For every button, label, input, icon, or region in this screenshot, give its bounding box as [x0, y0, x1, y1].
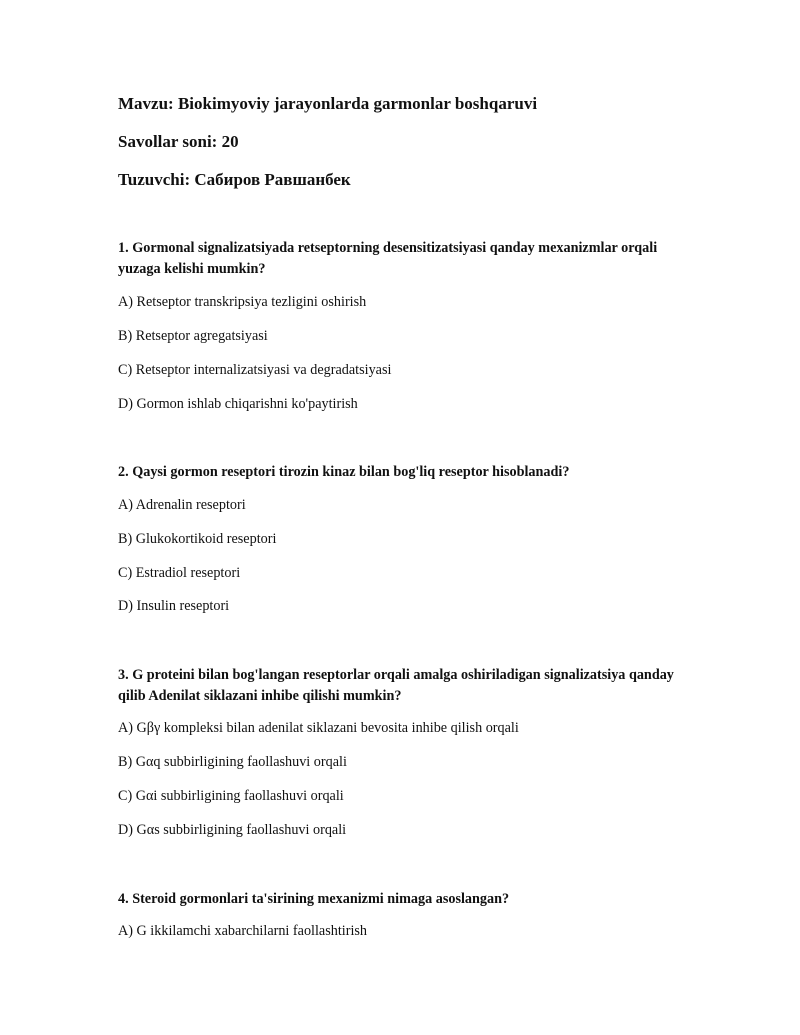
option-b: B) Gαq subbirligining faollashuvi orqali — [118, 754, 347, 770]
option-a: A) Retseptor transkripsiya tezligini oshirish — [118, 294, 367, 310]
author-heading: Tuzuvchi: Сабиров Равшанбек — [118, 170, 351, 189]
question-text: 4. Steroid gormonlari ta'sirining mexanizmi nimaga asoslangan? — [118, 891, 510, 907]
option-d: D) Gormon ishlab chiqarishni ko'paytirish — [118, 396, 358, 412]
option-c: C) Estradiol reseptori — [118, 565, 241, 581]
option-a: A) Gβγ kompleksi bilan adenilat siklazani bevosita inhibe qilish orqali — [118, 720, 519, 736]
topic-heading: Mavzu: Biokimyoviy jarayonlarda garmonlar boshqaruvi — [118, 94, 538, 113]
question-text: 2. Qaysi gormon reseptori tirozin kinaz bilan bog'liq reseptor hisoblanadi? — [118, 464, 570, 480]
question-count-heading: Savollar soni: 20 — [118, 132, 239, 151]
option-d: D) Gαs subbirligining faollashuvi orqali — [118, 822, 347, 838]
option-b: B) Retseptor agregatsiyasi — [118, 328, 268, 344]
option-b: B) Glukokortikoid reseptori — [118, 531, 277, 547]
question-text: 3. G proteini bilan bog'langan reseptorlar orqali amalga oshiriladigan signalizatsiya qanday qilib Adenilat siklazani inhibe qilishi mumkin? — [118, 667, 674, 704]
option-a: A) Adrenalin reseptori — [118, 497, 246, 513]
question-text: 1. Gormonal signalizatsiyada retseptorning desensitizatsiyasi qanday mexanizmlar orqali yuzaga kelishi mumkin? — [118, 240, 658, 277]
option-d: D) Insulin reseptori — [118, 598, 230, 614]
option-a: A) G ikkilamchi xabarchilarni faollashtirish — [118, 923, 367, 939]
option-c: C) Retseptor internalizatsiyasi va degradatsiyasi — [118, 362, 392, 378]
option-c: C) Gαi subbirligining faollashuvi orqali — [118, 788, 344, 804]
